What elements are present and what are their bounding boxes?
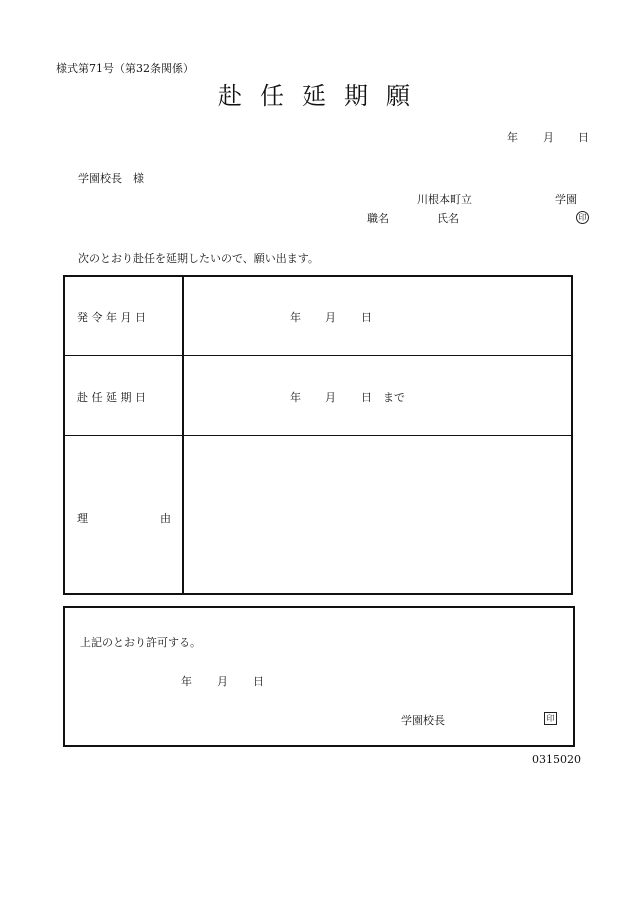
form-number: 様式第71号（第32条関係） bbox=[56, 62, 194, 75]
issue-date-year[interactable]: 年 bbox=[290, 311, 301, 324]
seal-icon: 印 bbox=[576, 211, 589, 224]
page-title: 赴任延期願 bbox=[218, 82, 428, 110]
form-code: 0315020 bbox=[532, 753, 581, 766]
postpone-date-label: 赴 任 延 期 日 bbox=[77, 391, 146, 404]
issue-date-day[interactable]: 日 bbox=[361, 311, 372, 324]
postpone-date-month[interactable]: 月 bbox=[325, 391, 336, 404]
addressee: 学園校長 様 bbox=[78, 172, 144, 185]
postpone-date-year[interactable]: 年 bbox=[290, 391, 301, 404]
postpone-date-until: まで bbox=[383, 391, 405, 404]
reason-field[interactable] bbox=[187, 439, 567, 589]
approval-day[interactable]: 日 bbox=[253, 675, 264, 688]
principal-label: 学園校長 bbox=[401, 714, 445, 727]
reason-label-left: 理 bbox=[77, 512, 88, 525]
approval-month[interactable]: 月 bbox=[217, 675, 228, 688]
date-year-label: 年 bbox=[507, 131, 518, 144]
reason-label-right: 由 bbox=[160, 512, 171, 525]
name-label: 氏名 bbox=[437, 212, 459, 225]
approval-box bbox=[63, 606, 575, 747]
intro-text: 次のとおり赴任を延期したいので、願い出ます。 bbox=[78, 252, 319, 265]
postpone-date-day[interactable]: 日 bbox=[361, 391, 372, 404]
approval-text: 上記のとおり許可する。 bbox=[80, 636, 201, 649]
square-seal-icon: 印 bbox=[544, 712, 557, 725]
issue-date-label: 発 令 年 月 日 bbox=[77, 311, 146, 324]
date-day-label: 日 bbox=[578, 131, 589, 144]
job-title-label: 職名 bbox=[367, 212, 389, 225]
date-month-label: 月 bbox=[543, 131, 554, 144]
row-divider bbox=[65, 435, 571, 436]
approval-year[interactable]: 年 bbox=[181, 675, 192, 688]
school-suffix: 学園 bbox=[555, 193, 577, 206]
school-prefix: 川根本町立 bbox=[417, 193, 472, 206]
issue-date-month[interactable]: 月 bbox=[325, 311, 336, 324]
application-table bbox=[63, 275, 573, 595]
row-divider bbox=[65, 355, 571, 356]
